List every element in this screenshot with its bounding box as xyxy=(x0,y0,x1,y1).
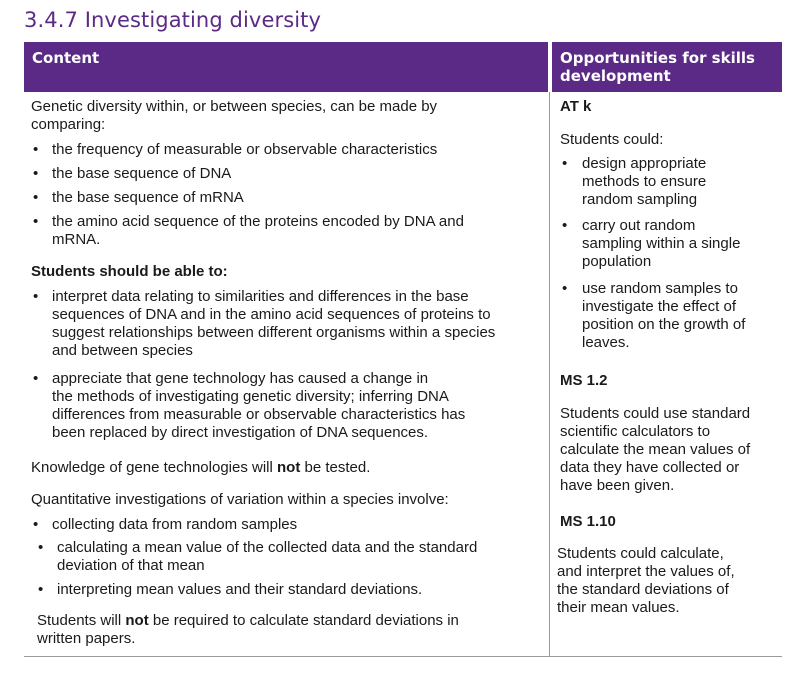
ms-1-10-line-2: and interpret the values of, xyxy=(557,563,735,580)
ms-1-10-heading: MS 1.10 xyxy=(560,513,616,530)
list1-item-2: the base sequence of DNA xyxy=(52,165,232,182)
ms-1-2-line-5: have been given. xyxy=(560,477,675,494)
list1-item-4-line-2: mRNA. xyxy=(52,231,101,248)
right-item-2-line-3: population xyxy=(582,253,652,270)
bullet-icon: • xyxy=(38,581,44,598)
list2-item-1-line-2: sequences of DNA and in the amino acid sequences of proteins to xyxy=(52,306,491,323)
bullet-icon: • xyxy=(33,165,39,182)
right-item-3-line-1: use random samples to xyxy=(582,280,738,297)
bullet-icon: • xyxy=(33,370,39,387)
right-item-1-line-3: random sampling xyxy=(582,191,698,208)
ms-1-10-line-4: their mean values. xyxy=(557,599,680,616)
final-note-line-1: Students will not be required to calculate standard deviations in xyxy=(37,612,459,629)
list2-item-2-line-1: appreciate that gene technology has caused a change in xyxy=(52,370,429,387)
list2-item-2-line-3: differences from measurable or observable characteristics has xyxy=(52,406,466,423)
right-item-2-line-2: sampling within a single xyxy=(582,235,741,252)
table-bottom-rule xyxy=(24,656,782,657)
right-item-3-line-4: leaves. xyxy=(582,334,630,351)
bullet-icon: • xyxy=(33,516,39,533)
ms-1-2-line-4: data they have collected or xyxy=(560,459,740,476)
list2-item-1-line-4: and between species xyxy=(52,342,193,359)
list2-item-1-line-3: suggest relationships between different organisms within a species xyxy=(52,324,496,341)
skills-header-label: Opportunities for skills development xyxy=(560,49,755,85)
bullet-icon: • xyxy=(562,217,568,234)
should-be-able-heading: Students should be able to: xyxy=(31,263,228,280)
content-header xyxy=(24,42,548,92)
intro-line-1: Genetic diversity within, or between species, can be made by xyxy=(31,98,438,115)
content-header-label: Content xyxy=(32,49,100,67)
list2-item-1-line-1: interpret data relating to similarities and differences in the base xyxy=(52,288,469,305)
list1-item-3: the base sequence of mRNA xyxy=(52,189,244,206)
bullet-icon: • xyxy=(33,213,39,230)
right-item-3-line-3: position on the growth of xyxy=(582,316,746,333)
skills-header xyxy=(552,42,782,92)
bullet-icon: • xyxy=(33,141,39,158)
ms-1-2-line-3: calculate the mean values of xyxy=(560,441,751,458)
list3-item-3: interpreting mean values and their standard deviations. xyxy=(57,581,423,598)
right-item-3-line-2: investigate the effect of xyxy=(582,298,736,315)
bullet-icon: • xyxy=(33,288,39,305)
list3-item-1: collecting data from random samples xyxy=(52,516,298,533)
students-could: Students could: xyxy=(560,131,664,148)
column-divider xyxy=(549,92,550,657)
right-item-2-line-1: carry out random xyxy=(582,217,696,234)
bullet-icon: • xyxy=(562,280,568,297)
right-item-1-line-2: methods to ensure xyxy=(582,173,707,190)
knowledge-note: Knowledge of gene technologies will not be tested. xyxy=(31,459,371,476)
list2-item-2-line-2: the methods of investigating genetic diversity; inferring DNA xyxy=(52,388,449,405)
ms-1-10-line-3: the standard deviations of xyxy=(557,581,729,598)
intro-line-2: comparing: xyxy=(31,116,106,133)
ms-1-2-line-2: scientific calculators to xyxy=(560,423,711,440)
section-title: 3.4.7 Investigating diversity xyxy=(24,8,322,32)
final-note-line-2: written papers. xyxy=(37,630,136,647)
bullet-icon: • xyxy=(38,539,44,556)
list3-item-2-line-2: deviation of that mean xyxy=(57,557,205,574)
bullet-icon: • xyxy=(562,155,568,172)
right-item-1-line-1: design appropriate xyxy=(582,155,707,172)
list3-item-2-line-1: calculating a mean value of the collected data and the standard xyxy=(57,539,478,556)
list1-item-4-line-1: the amino acid sequence of the proteins encoded by DNA and xyxy=(52,213,464,230)
list2-item-2-line-4: been replaced by direct investigation of DNA sequences. xyxy=(52,424,429,441)
ms-1-10-line-1: Students could calculate, xyxy=(557,545,724,562)
bullet-icon: • xyxy=(33,189,39,206)
ms-1-2-heading: MS 1.2 xyxy=(560,372,608,389)
at-k-heading: AT k xyxy=(560,98,592,115)
list1-item-1: the frequency of measurable or observable characteristics xyxy=(52,141,438,158)
ms-1-2-line-1: Students could use standard xyxy=(560,405,751,422)
quant-intro: Quantitative investigations of variation within a species involve: xyxy=(31,491,449,508)
